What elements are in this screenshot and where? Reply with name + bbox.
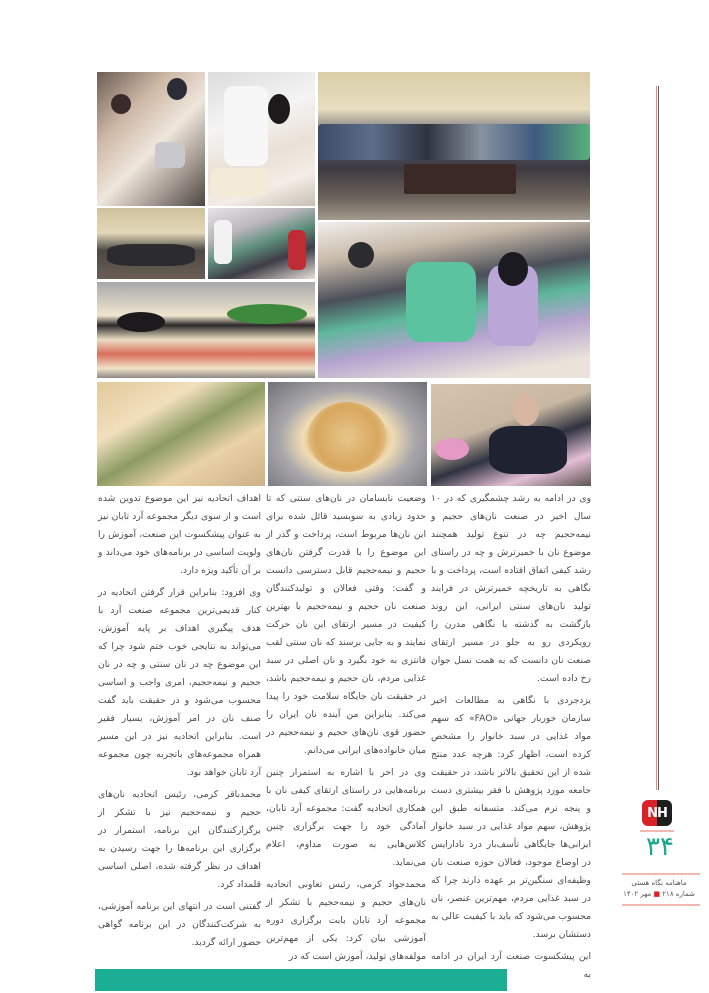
paragraph: این پیشکسوت صنعت آرد ایران در ادامه به	[431, 951, 591, 980]
photo-chef-dough	[208, 72, 315, 206]
paragraph: محمدباقر کرمی، رئیس اتحادیه نان‌های حجیم و نیمه‌حجیم نیز با تشکر از برگزارکنندگان این برنامه، استمرار در برگزاری این برنامه‌ها را جهت رسیدن به اهداف در نظر گرفته شده، اصلی اساسی قلمداد کرد.	[98, 789, 261, 890]
photo-focaccia-tray	[97, 282, 315, 378]
paragraph: گفتنی است در انتهای این برنامه آموزشی، به شرکت‌کنندگان در این برنامه گواهی حضور ارائه گردید.	[98, 901, 261, 948]
magazine-logo-icon: NH	[642, 800, 672, 826]
footer-accent-bar	[95, 969, 507, 991]
photo-meeting-room	[97, 208, 205, 279]
article-column-right	[431, 490, 591, 988]
paragraph: اهداف اتحادیه نیز این موضوع تدوین شده است و از سوی دیگر مجموعه آرد تابان نیز به عنوان پیشکسوت این صنعت، آموزش را ولویت اساسی در برنامه‌های خود می‌داند و بر آن تأکید ویژه دارد.	[98, 493, 261, 576]
photo-cooking-class	[318, 222, 590, 378]
article-column-middle	[266, 490, 426, 970]
separator-icon: ■	[653, 890, 661, 898]
photo-pizza	[268, 382, 427, 486]
page-number: ۳۴	[646, 832, 674, 862]
photo-baked-bread	[97, 382, 265, 486]
paragraph: محمدجواد کرمی، رئیس تعاونی اتحادیه نان‌های حجیم و نیمه‌حجیم با تشکر از مجموعه آرد تابان بابت برگزاری دوره آموزشی بیان کرد: یکی از مهم‌ترین مولفه‌های تولید، آموزش است که در	[266, 879, 426, 962]
issue-date: مهر ۱۴۰۲	[623, 890, 652, 898]
sidebar-rule-dark	[658, 86, 659, 790]
photo-group	[318, 72, 590, 220]
divider	[622, 904, 700, 906]
paragraph: وضعیت نابسامان در نان‌های سنتی که تا حدود زیادی به سوبسید قائل شده برای این نان‌ها مربوط است، پرداخت و گذر از این موضوع را با قدرت گرفتن نان‌های حجیم و نیمه‌حجیم قابل دسترسی دانست و گفت: وقتی فعالان و تولیدکنندگان صنعت نان حجیم و نیمه‌حجیم با بهترین کیفیت در مسیر ارتقای این نان حرکت نمایند و به جایی برسند که نان سنتی لقب فانتزی به خود بگیرد و نان اصلی در سبد غذایی مردم، نان حجیم و نیمه‌حجیم باشد، در حقیقت نان جایگاه سلامت خود را پیدا می‌کند. بنابراین من آینده نان ایران را حضور قوی نان‌های حجیم و نیمه‌حجیم در میان خانواده‌های ایرانی می‌دانم.	[266, 493, 426, 756]
article-column-left	[98, 490, 261, 956]
magazine-name: ماهنامه نگاه هستی	[631, 879, 687, 887]
photo-team-kitchen	[208, 208, 315, 279]
photo-speaker	[431, 384, 591, 486]
divider	[622, 873, 700, 875]
issue-number: شماره ۲۱۸	[662, 890, 695, 898]
paragraph: وی در ادامه به رشد چشمگیری که در ۱۰ سال اخیر در صنعت نان‌های حجیم و نیمه‌حجیم چه در تنوع تولید همچنند موضوع نان با خمیرترش و چه در راستای رشد کیفی اتفاق افتاده است، پرداخت و با نگاهی به تاریخچه خمیرترش در فرایند تولید نان‌های سنتی ایرانی، این روند بازگشت به گذشته با نگاهی مدرن را رویکردی رو به جلو در مسیر ارتقای صنعت نان دانست که به همت نسل جوان رخ داده است.	[431, 493, 591, 684]
paragraph: یزدجردی با نگاهی به مطالعات اخیر سازمان خوربار جهانی «FAO» که سهم مواد غذایی در سبد خانوار را مشخص کرده است، اظهار کرد: هرچه عدد منتج شده از این تحقیق بالاتر باشد، در حقیقت جامعه مورد پژوهش با فقر بیشتری دست و پنجه نرم می‌کند. متسفانه طبق این پژوهش، سهم مواد غذایی در سبد خانوار ایرانی‌ها جایگاهی تأسف‌بار درد نادارایس در اوضاع موجود، فعالان حوزه صنعت نان وظیفه‌ای سنگین‌تر بر عهده دارند چرا که در سبد غذایی مردم، مهم‌ترین عنصر، نان محسوب می‌شود که باید با کیفیت عالی به دستشان برسد.	[431, 695, 591, 940]
issue-line	[618, 889, 700, 900]
paragraph: وی افزود: بنابراین قرار گرفتن اتحادیه در کنار قدیمی‌ترین مجموعه صنعت آرد با هدف پیگیری اهداف بر پایه آموزش، می‌تواند به نتایجی خوب ختم شود چرا که این موضوع چه در نان سنتی و چه در نان حجیم و نیمه‌حجیم، امری واجب و اساسی محسوب می‌شود و در حقیقت باید گفت صنف نان در امر آموزش، بسیار فقیر است. بنابراین اتحادیه نیز در این مسیر همراه مجموعه‌های باتجربه چون مجموعه آرد تابان خواهد بود.	[98, 587, 261, 778]
magazine-info	[618, 878, 700, 900]
photo-chefs-mixing	[97, 72, 205, 206]
sidebar-rule-red	[656, 86, 657, 790]
paragraph: وی در اخر با اشاره به استمرار چنین برنامه‌هایی در راستای ارتقای کیفی نان با همکاری اتحادیه گفت: مجموعه آرد تابان، آمادگی خود را جهت برگزاری چنین کلاس‌هایی به صورت مداوم، اعلام می‌نماید.	[266, 767, 426, 868]
